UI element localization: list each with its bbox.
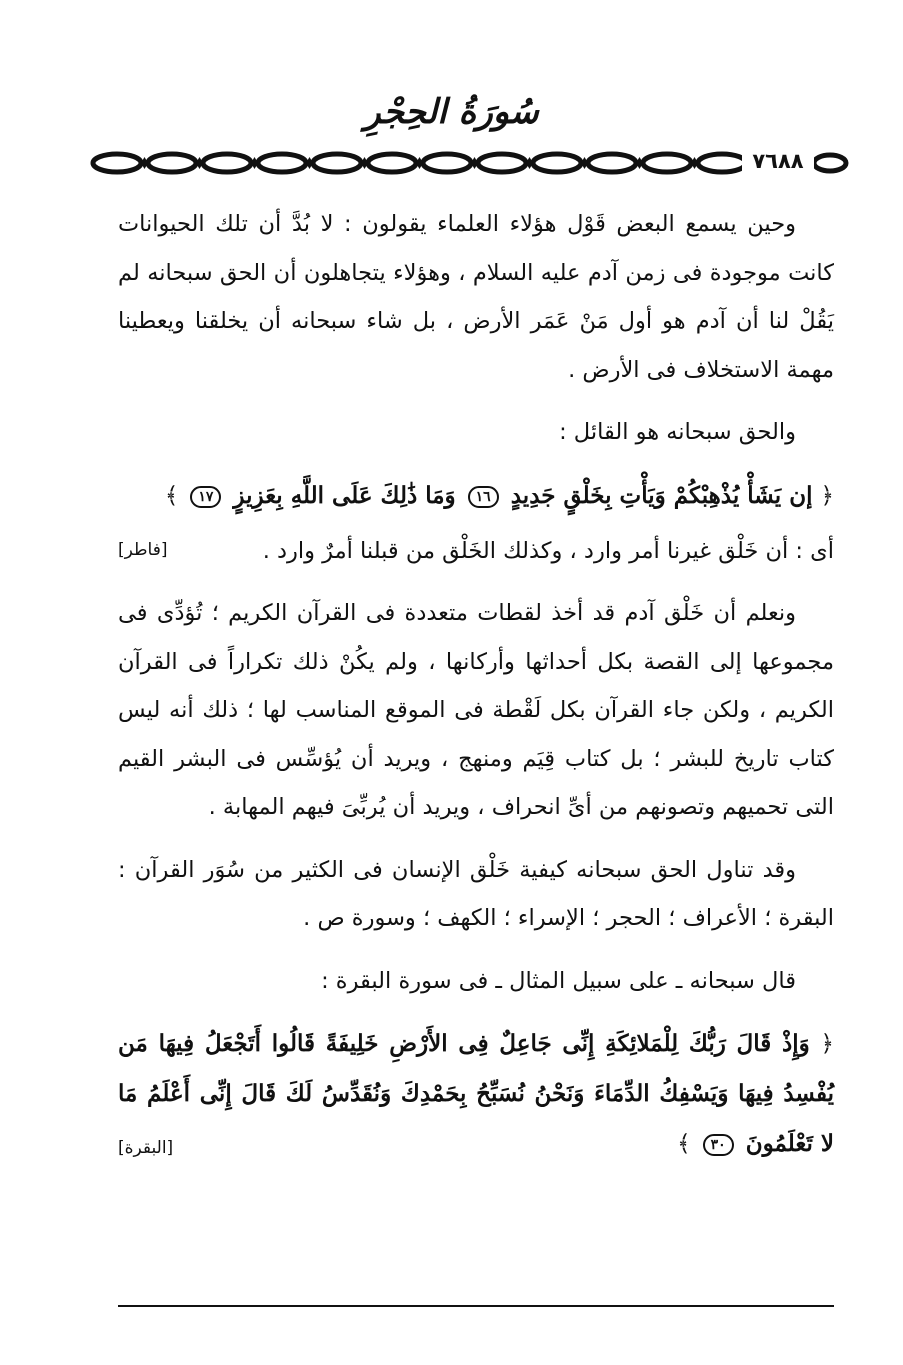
paragraph-4: ونعلم أن خَلْق آدم قد أخذ لقطات متعددة فى القرآن الكريم ؛ تُؤدِّى فى مجموعها إلى القصة بكل أحداثها وأركانها ، ولم يكُنْ ذلك تكراراً فى القرآن الكريم ، ولكن جاء القرآن بكل لَقْطة فى الموقع المناسب لها ؛ ذلك أنه ليس كتاب تاريخ للبشر ؛ بل كتاب قِيَم ومنهج ، ويريد أن يُؤسِّس فى البشر القيم التى تحميهم وتصونهم من أىِّ انحراف ، ويريد أن يُربِّىَ فيهم المهابة . bbox=[118, 600, 834, 820]
paragraph-5: وقد تناول الحق سبحانه كيفية خَلْق الإنسان فى الكثير من سُوَر القرآن : البقرة ؛ الأعراف ؛ الحجر ؛ الإسراء ؛ الكهف ؛ وسورة ص . bbox=[118, 856, 834, 931]
verse-close-bracket: ﴾ bbox=[164, 482, 179, 509]
footer-rule bbox=[118, 1305, 834, 1307]
paragraph-6: قال سبحانه ـ على سبيل المثال ـ فى سورة البقرة : bbox=[321, 967, 796, 994]
verse-reference: [فاطر] bbox=[118, 539, 168, 560]
quran-verse-baqara bbox=[118, 1019, 834, 1169]
verse-close-bracket: ﴾ bbox=[677, 1131, 691, 1157]
paragraph-2: والحق سبحانه هو القائل : bbox=[559, 419, 796, 445]
verse-open-bracket: ﴿ bbox=[820, 482, 834, 509]
paragraph-3: أى : أن خَلْق غيرنا أمر وارد ، وكذلك الخَلْق من قبلنا أمرٌ وارد . bbox=[262, 537, 834, 564]
page-body bbox=[118, 200, 834, 1175]
verse-number: ١٦ bbox=[468, 486, 499, 508]
verse-reference: [البقرة] bbox=[118, 1138, 174, 1158]
verse-text: وَمَا ذَٰلِكَ عَلَى اللَّهِ بِعَزِيزٍ bbox=[233, 481, 456, 509]
verse-text: وَإِذْ قَالَ رَبُّكَ لِلْمَلائِكَةِ إِنِّى جَاعِلٌ فِى الأَرْضِ خَلِيفَةً قَالُوا أَتَجْعَلُ فِيهَا مَن يُفْسِدُ فِيهَا وَيَسْفِكُ الدِّمَاءَ وَنَحْنُ نُسَبِّحُ بِحَمْدِكَ وَنُقَدِّسُ لَكَ قَالَ إِنِّى أَعْلَمُ مَا لا تَعْلَمُونَ bbox=[118, 1030, 834, 1157]
verse-number: ٣٠ bbox=[703, 1134, 734, 1156]
verse-number: ١٧ bbox=[190, 486, 221, 508]
paragraph-1: وحين يسمع البعض قَوْل هؤلاء العلماء يقولون : لا بُدَّ أن تلك الحيوانات كانت موجودة فى زمن آدم عليه السلام ، وهؤلاء يتجاهلون أن الحق سبحانه لم يَقُلْ لنا أن آدم هو أول مَنْ عَمَر الأرض ، بل شاء سبحانه أن يخلقنا ويعطينا مهمة الاستخلاف فى الأرض . bbox=[118, 211, 834, 383]
header-ornament-border bbox=[90, 148, 850, 178]
surah-title: سُورَةُ الحِجْرِ bbox=[364, 92, 539, 132]
verse-text: إن يَشَأْ يُذْهِبْكُمْ وَيَأْتِ بِخَلْقٍ جَدِيدٍ bbox=[510, 481, 813, 509]
verse-open-bracket: ﴿ bbox=[820, 1031, 834, 1057]
page-number: ٧٦٨٨ bbox=[742, 146, 814, 176]
